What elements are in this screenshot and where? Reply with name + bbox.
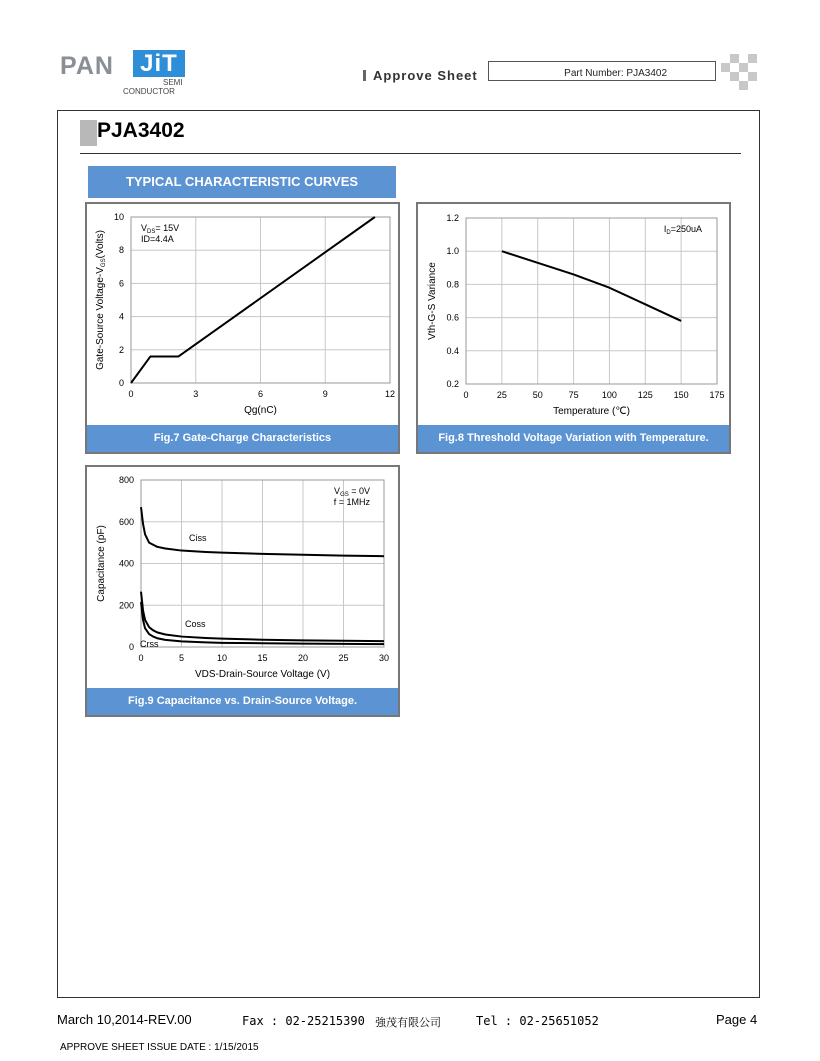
chart-annotation: $I_D=250uA$ [663, 224, 702, 236]
fig7-caption: Fig.7 Gate-Charge Characteristics [87, 425, 398, 452]
fig8-caption: Fig.8 Threshold Voltage Variation with Temperature. [418, 425, 729, 452]
plot-border [466, 218, 717, 384]
y-tick-label: 1.0 [446, 246, 459, 257]
x-tick-label: 75 [568, 390, 579, 400]
y-tick-label: 10 [113, 212, 124, 222]
tel-number: Tel : 02-25651052 [476, 1014, 599, 1028]
y-tick-label: 200 [118, 600, 134, 611]
chart-annotation: ID=4.4A [141, 234, 174, 244]
logo-conductor-text: CONDUCTOR [123, 87, 175, 96]
y-tick-label: 800 [118, 475, 134, 485]
x-axis-label: VDS-Drain-Source Voltage (V) [194, 669, 331, 680]
x-tick-label: 0 [128, 389, 134, 399]
fig7-chart [87, 204, 398, 425]
chart-annotation: $V_{GS} = 0V$ [334, 486, 370, 498]
x-tick-label: 5 [178, 653, 185, 663]
revision-date: March 10,2014-REV.00 [57, 1012, 192, 1027]
y-tick-label: 6 [118, 278, 124, 289]
company-name: 強茂有限公司 [375, 1016, 441, 1029]
y-tick-label: 2 [118, 344, 124, 355]
series-label-ciss: Ciss [189, 533, 207, 543]
title-marker [80, 120, 97, 146]
y-tick-label: 0.4 [446, 345, 459, 356]
y-tick-label: 0.6 [446, 312, 459, 323]
chart-annotation: f = 1MHz [333, 497, 370, 507]
fig9-caption: Fig.9 Capacitance vs. Drain-Source Voltage. [87, 688, 398, 715]
series-line [502, 251, 681, 321]
logo-semi-text: SEMI [163, 78, 183, 87]
y-tick-label: 4 [118, 311, 124, 322]
fig8-panel [416, 202, 731, 454]
x-tick-label: 6 [257, 389, 264, 399]
checker-decoration [721, 54, 757, 90]
y-axis-label: Capacitance (pF) [96, 525, 107, 602]
x-axis-label: Temperature (℃) [553, 406, 630, 417]
y-tick-label: 0 [128, 642, 134, 652]
x-tick-label: 125 [637, 390, 653, 400]
x-tick-label: 100 [601, 390, 617, 400]
x-tick-label: 0 [138, 653, 144, 663]
fig8-chart [418, 204, 729, 425]
approve-sheet-label: Approve Sheet [373, 68, 478, 83]
fig7-panel [85, 202, 400, 454]
page-title: PJA3402 [97, 119, 185, 142]
x-tick-label: 25 [496, 390, 507, 400]
x-tick-label: 12 [384, 389, 396, 399]
page-number: Page 4 [716, 1012, 758, 1027]
part-number-box [488, 61, 716, 81]
y-axis-label: Vth-G-S Variance [427, 262, 438, 340]
x-tick-label: 15 [257, 653, 268, 663]
y-tick-label: 8 [118, 245, 124, 256]
x-tick-label: 50 [532, 390, 543, 400]
x-tick-label: 3 [193, 389, 199, 399]
x-tick-label: 175 [709, 390, 725, 400]
y-axis-label: Gate-Source Voltage-$V_{GS}(Volts)$ [95, 230, 107, 370]
x-axis-label: Qg(nC) [244, 405, 277, 416]
x-tick-label: 25 [338, 653, 349, 663]
logo-jit-text: JiT [133, 50, 185, 77]
y-tick-label: 0.8 [446, 279, 459, 290]
x-tick-label: 30 [378, 653, 390, 663]
series-label-crss: Crss [140, 639, 159, 649]
fig9-panel [85, 465, 400, 717]
y-tick-label: 0.2 [446, 379, 459, 389]
series-label-coss: Coss [185, 619, 206, 629]
x-tick-label: 0 [463, 390, 469, 400]
y-tick-label: 600 [118, 516, 134, 527]
x-tick-label: 10 [216, 653, 228, 663]
y-tick-label: 0 [118, 378, 124, 388]
y-tick-label: 400 [118, 558, 134, 569]
issue-date: APPROVE SHEET ISSUE DATE : 1/15/2015 [60, 1042, 259, 1053]
x-tick-label: 9 [322, 389, 328, 399]
approve-marker [363, 70, 366, 81]
logo-pan-text: PAN [60, 52, 114, 80]
y-tick-label: 1.2 [446, 213, 459, 223]
title-divider [80, 153, 741, 154]
fax-number: Fax : 02-25215390 [242, 1014, 365, 1028]
section-title: TYPICAL CHARACTERISTIC CURVES [88, 166, 396, 198]
chart-annotation: $V_{DS}= 15V$ [141, 223, 180, 235]
x-tick-label: 150 [673, 390, 689, 400]
panjit-logo [60, 48, 190, 98]
fig9-chart [87, 467, 398, 688]
x-tick-label: 20 [297, 653, 309, 663]
part-number-text: Part Number: PJA3402 [564, 68, 667, 79]
